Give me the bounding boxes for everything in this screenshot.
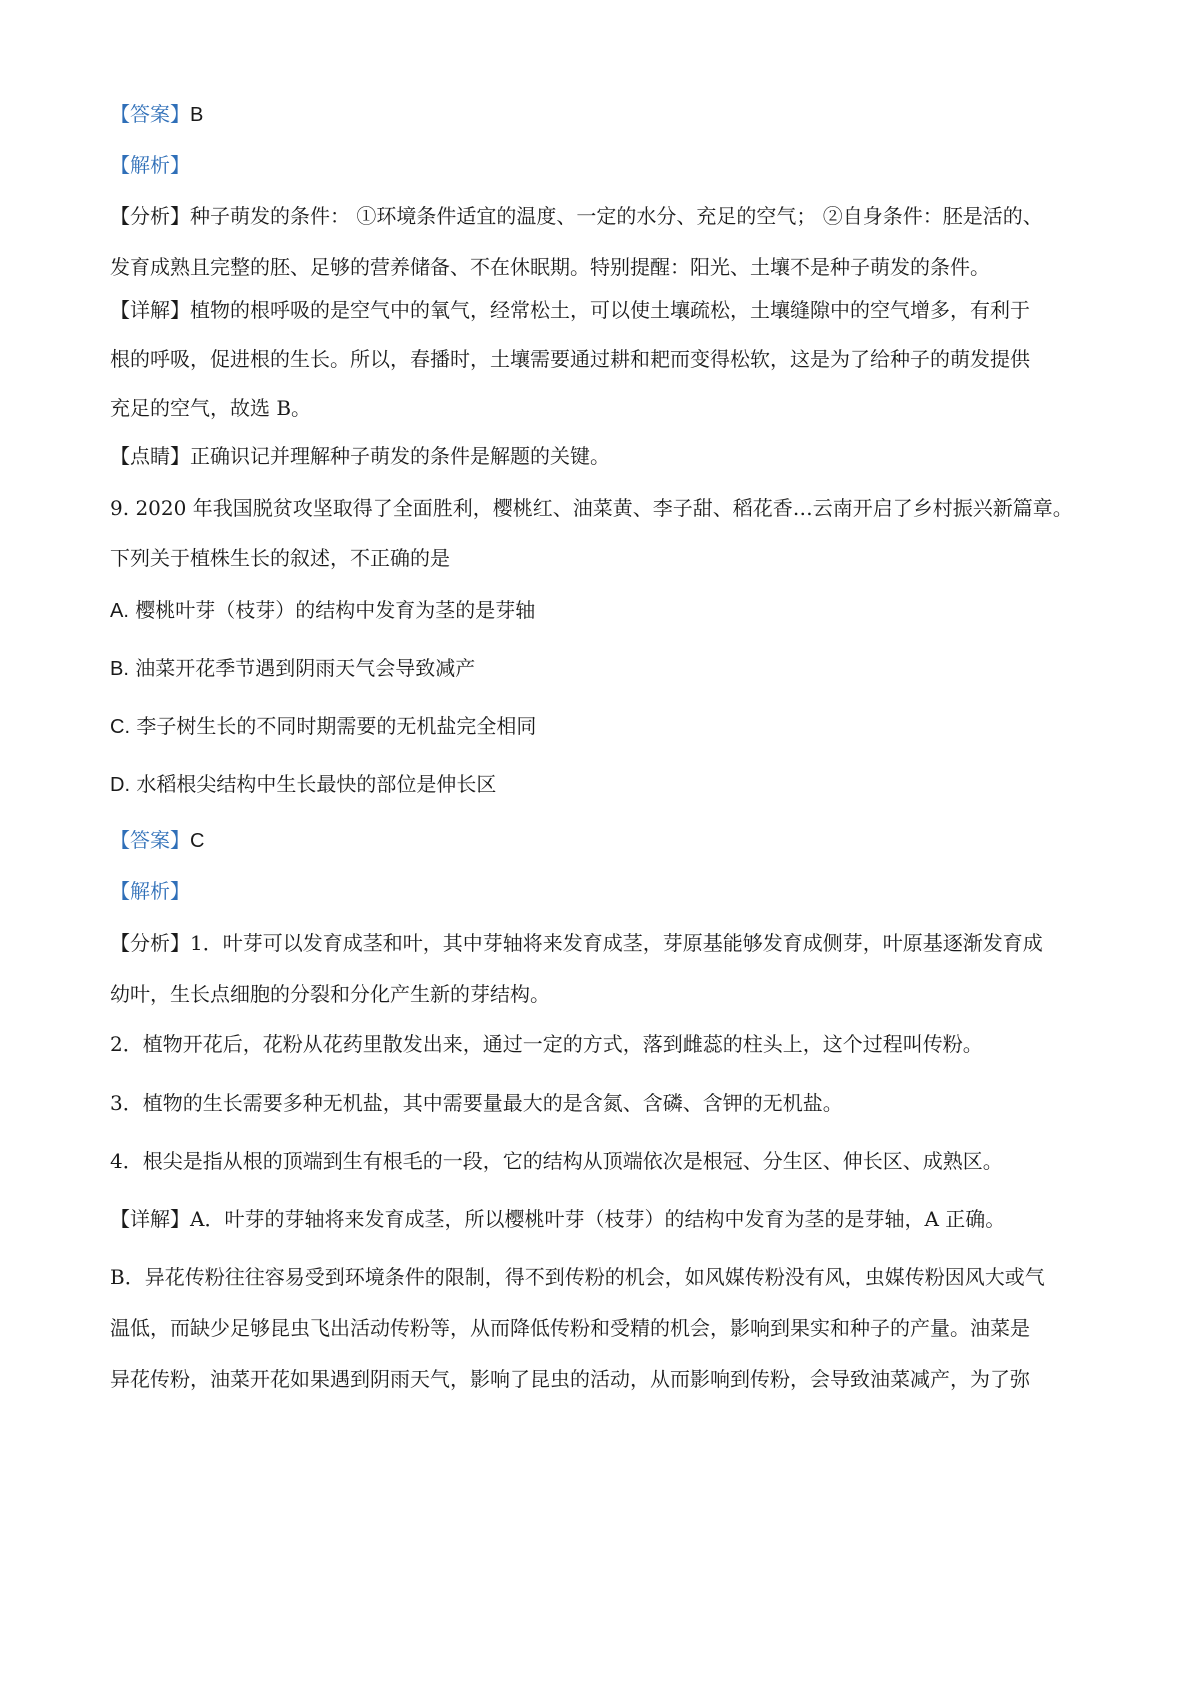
fenxi2-text-1: 1．叶芽可以发育成茎和叶，其中芽轴将来发育成茎，芽原基能够发育成侧芽，叶原基逐渐发育成 bbox=[190, 931, 1043, 955]
answer-value: C bbox=[190, 830, 205, 852]
option-letter: A. bbox=[110, 600, 129, 622]
fenxi2-text-2: 幼叶，生长点细胞的分裂和分化产生新的芽结构。 bbox=[110, 982, 550, 1006]
answer-tag: 【答案】 bbox=[110, 102, 190, 126]
analysis-tag: 【解析】 bbox=[110, 153, 190, 177]
question-stem-2: 下列关于植株生长的叙述，不正确的是 bbox=[110, 546, 450, 570]
point-3 bbox=[110, 1089, 1100, 1117]
xiangjie-line-2 bbox=[110, 345, 1100, 373]
xiangjie-line-3 bbox=[110, 394, 1100, 422]
fenxi-text-2: 发育成熟且完整的胚、足够的营养储备、不在休眠期。特别提醒：阳光、土壤不是种子萌发的条件。 bbox=[110, 255, 990, 279]
option-c bbox=[110, 712, 1100, 741]
xiangjie-text-3: 充足的空气，故选 B。 bbox=[110, 396, 312, 420]
option-text: 樱桃叶芽（枝芽）的结构中发育为茎的是芽轴 bbox=[135, 598, 536, 622]
option-letter: D. bbox=[110, 774, 130, 796]
fenxi-tag: 【分析】 bbox=[110, 931, 190, 955]
xiangjie2-a: A．叶芽的芽轴将来发育成茎，所以樱桃叶芽（枝芽）的结构中发育为茎的是芽轴，A 正确。 bbox=[190, 1207, 1006, 1231]
fenxi-line-2 bbox=[110, 253, 1100, 281]
question-stem-line-1 bbox=[110, 494, 1100, 522]
dianjing-line bbox=[110, 442, 1100, 470]
analysis-tag: 【解析】 bbox=[110, 879, 190, 903]
xiangjie2-b3: 异花传粉，油菜开花如果遇到阴雨天气，影响了昆虫的活动，从而影响到传粉，会导致油菜减产，为了弥 bbox=[110, 1367, 1030, 1391]
xiangjie-tag: 【详解】 bbox=[110, 1207, 190, 1231]
xiangjie2-line-b1 bbox=[110, 1263, 1100, 1291]
option-a bbox=[110, 596, 1100, 625]
option-text: 油菜开花季节遇到阴雨天气会导致减产 bbox=[135, 656, 476, 680]
option-d bbox=[110, 770, 1100, 799]
answer-line-2 bbox=[110, 826, 1100, 855]
xiangjie-text-1: 植物的根呼吸的是空气中的氧气，经常松土，可以使土壤疏松，土壤缝隙中的空气增多，有利于 bbox=[190, 298, 1030, 322]
option-letter: B. bbox=[110, 658, 129, 680]
answer-value: B bbox=[190, 104, 204, 126]
analysis-heading-2 bbox=[110, 877, 1100, 905]
option-letter: C. bbox=[110, 716, 130, 738]
xiangjie2-line-b2 bbox=[110, 1314, 1100, 1342]
fenxi-tag: 【分析】 bbox=[110, 204, 190, 228]
option-b bbox=[110, 654, 1100, 683]
xiangjie2-line-b3 bbox=[110, 1365, 1100, 1393]
question-stem-line-2 bbox=[110, 544, 1100, 572]
xiangjie2-b2: 温低，而缺少足够昆虫飞出活动传粉等，从而降低传粉和受精的机会，影响到果实和种子的产量。油菜是 bbox=[110, 1316, 1030, 1340]
fenxi-text-1: 种子萌发的条件： ①环境条件适宜的温度、一定的水分、充足的空气； ②自身条件：胚是活的、 bbox=[190, 204, 1043, 228]
point-2-text: 2．植物开花后，花粉从花药里散发出来，通过一定的方式，落到雌蕊的柱头上，这个过程叫传粉。 bbox=[110, 1032, 983, 1056]
xiangjie-tag: 【详解】 bbox=[110, 298, 190, 322]
xiangjie2-b1: B．异花传粉往往容易受到环境条件的限制，得不到传粉的机会，如风媒传粉没有风，虫媒传粉因风大或气 bbox=[110, 1265, 1045, 1289]
question-stem-1: 9. 2020 年我国脱贫攻坚取得了全面胜利，樱桃红、油菜黄、李子甜、稻花香…云南开启了乡村振兴新篇章。 bbox=[110, 496, 1073, 520]
answer-tag: 【答案】 bbox=[110, 828, 190, 852]
fenxi-line-1 bbox=[110, 202, 1100, 230]
point-4-text: 4．根尖是指从根的顶端到生有根毛的一段，它的结构从顶端依次是根冠、分生区、伸长区、成熟区。 bbox=[110, 1149, 1003, 1173]
dianjing-text: 正确识记并理解种子萌发的条件是解题的关键。 bbox=[190, 444, 610, 468]
xiangjie-text-2: 根的呼吸，促进根的生长。所以，春播时，土壤需要通过耕和耙而变得松软，这是为了给种子的萌发提供 bbox=[110, 347, 1030, 371]
fenxi2-line-2 bbox=[110, 980, 1100, 1008]
point-2 bbox=[110, 1030, 1100, 1058]
point-3-text: 3．植物的生长需要多种无机盐，其中需要量最大的是含氮、含磷、含钾的无机盐。 bbox=[110, 1091, 843, 1115]
xiangjie-line-1 bbox=[110, 296, 1100, 324]
point-4 bbox=[110, 1147, 1100, 1175]
fenxi2-line-1 bbox=[110, 929, 1100, 957]
option-text: 水稻根尖结构中生长最快的部位是伸长区 bbox=[136, 772, 497, 796]
option-text: 李子树生长的不同时期需要的无机盐完全相同 bbox=[136, 714, 537, 738]
dianjing-tag: 【点睛】 bbox=[110, 444, 190, 468]
analysis-heading bbox=[110, 151, 1100, 179]
answer-line bbox=[110, 100, 1100, 129]
xiangjie2-line-a bbox=[110, 1205, 1100, 1233]
